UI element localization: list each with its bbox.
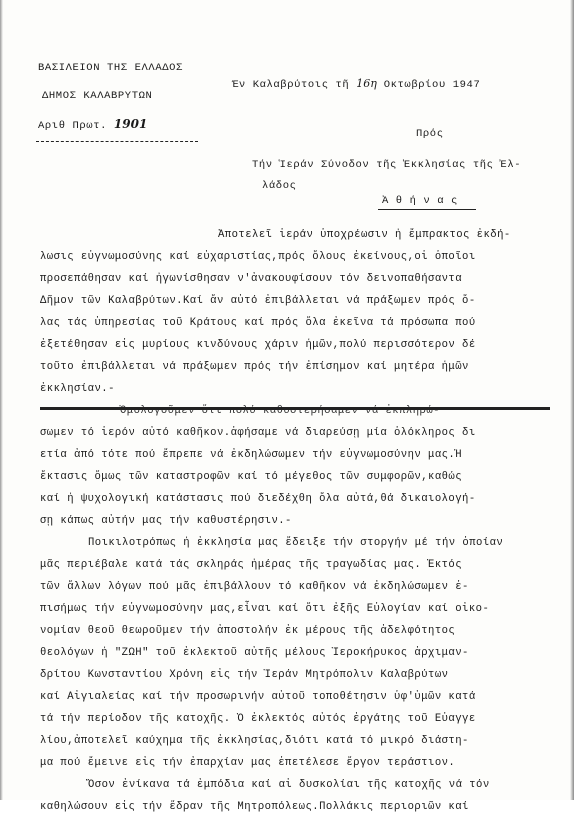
body-line: λας τάς ὑπηρεσίας τοῦ Κράτους καί πρός ὅλα ἐκεῖνα τά πρόσωπα πού bbox=[40, 317, 476, 329]
body-line: ἔκτασις ὅμως τῶν καταστροφῶν καί τό μέγεθος τῶν συμφορῶν,καθώς bbox=[40, 471, 463, 483]
scan-edge-left bbox=[0, 0, 3, 800]
protocol-number: 1901 bbox=[113, 117, 148, 131]
body-line: θεολόγων ἡ "ΖΩΗ" τοῦ ἐκλεκτοῦ αὐτῆς μέλους Ἱεροκήρυκος ἀρχιμαν- bbox=[40, 647, 469, 659]
addressee-line-2: λάδος bbox=[262, 180, 297, 192]
body-line: ἐξετέθησαν εἰς μυρίους κινδύνους χάριν ἡμῶν,πολύ περισσότερον δέ bbox=[40, 339, 476, 351]
body-line: νομίαν θεοῦ θεωροῦμεν τήν ἀποστολήν ἐκ μέρους τῆς ἀδελφότητος bbox=[40, 625, 456, 637]
body-line: καθηλώσουν εἰς τήν ἕδραν τῆς Μητροπόλεως.Πολλάκις περιοριῶν καί bbox=[40, 801, 469, 813]
body-line: λίου,ἀποτελεῖ καύχημα τῆς ἐκκλησίας,διότι κατά τό μικρό διάστη- bbox=[40, 735, 469, 747]
kingdom-heading: ΒΑΣΙΛΕΙΟΝ ΤΗΣ ΕΛΛΑΔΟΣ bbox=[38, 62, 183, 74]
body-line: μᾶς περιέβαλε κατά τάς σκληράς ἡμέρας τῆς τραγωδίας μας. Ἐκτός bbox=[40, 559, 463, 571]
addressee-line-1: Τήν Ἱεράν Σύνοδον τῆς Ἐκκλησίας τῆς Ἐλ- bbox=[252, 159, 522, 171]
date-prefix: Έν Καλαβρύτοις τῆ bbox=[232, 79, 350, 91]
date-suffix: Οκτωβρίου 1947 bbox=[383, 79, 481, 91]
municipality-heading: ΔΗΜΟΣ ΚΑΛΑΒΡΥΤΩΝ bbox=[42, 90, 153, 102]
body-line: ἐκκλησίαν.- bbox=[40, 383, 115, 395]
body-line: δρίτου Κωνσταντίου Χρόνη εἰς τήν Ἱεράν Μητρόπολιν Καλαβρύτων bbox=[40, 669, 449, 681]
body-line: Ἀποτελεῖ ἱεράν ὑποχρέωσιν ἡ ἔμπρακτος ἐκδή- bbox=[218, 229, 511, 241]
scan-edge-right bbox=[570, 0, 574, 800]
body-line: καί ἡ ψυχολογική κατάστασις πού διεδέχθη ὅλα αὐτά,θά δικαιολογή- bbox=[40, 493, 476, 505]
body-line: τοῦτο ἐπιβάλλεται νά πράξωμεν πρός τήν ἐπίσημον καί μητέρα ἡμῶν bbox=[40, 361, 469, 373]
body-line: τά τήν περίοδον τῆς κατοχῆς. Ὁ ἐκλεκτός αὐτός ἐργάτης τοῦ Εὐαγγε bbox=[40, 713, 476, 725]
body-line: σωμεν τό ἱερόν αὐτό καθῆκον.ἀφήσαμε νά διαρεύσῃ μία ὁλόκληρος δι bbox=[40, 427, 476, 439]
date-line bbox=[232, 77, 480, 91]
city-underline bbox=[378, 209, 476, 210]
body-line: σῃ κάπως αὐτήν μας τήν καθυστέρησιν.- bbox=[40, 515, 292, 527]
body-line: προσεπάθησαν καί ἠγωνίσθησαν ν'ἀνακουφίσουν τόν δεινοπαθήσαντα bbox=[40, 273, 463, 285]
protocol-line bbox=[38, 117, 147, 132]
letter-body bbox=[40, 224, 550, 818]
body-line: τῶν ἄλλων λόγων πού μᾶς ἐπιβάλλουν τό καθῆκον νά ἐκδηλώσωμεν ἐ- bbox=[40, 581, 469, 593]
addressee-pros: Πρός bbox=[416, 128, 444, 140]
body-line: Δῆμον τῶν Καλαβρύτων.Καί ἄν αὐτό ἐπιβάλλεται νά πράξωμεν πρός ὅ- bbox=[40, 295, 476, 307]
struck-text: Ὁμολογοῦμεν ὅτι πολύ καθυστερήσαμεν νά ἐκπληρώ- bbox=[120, 405, 440, 417]
body-line: πισήμως τήν εὐγνωμοσύνην μας,εἶναι καί ὅτι ἐξῆς Εὐλογίαν καί οἰκο- bbox=[40, 603, 490, 615]
body-line: μα πού ἔμεινε εἰς τήν ἐπαρχίαν μας ἐπετέλεσε ἔργον τεράστιον. bbox=[40, 757, 456, 769]
strikethrough-bar bbox=[40, 407, 550, 410]
body-line: καί Αἰγιαλείας καί τήν προσωρινήν αὐτοῦ τοποθέτησιν ὑφ'ὑμῶν κατά bbox=[40, 691, 476, 703]
header-rule bbox=[36, 141, 198, 142]
body-line: Ποικιλοτρόπως ἡ ἐκκλησία μας ἔδειξε τήν στοργήν μέ τήν ὁποίαν bbox=[88, 537, 504, 549]
protocol-label: Αριθ Πρωτ. bbox=[38, 120, 108, 132]
body-line: λωσις εὐγνωμοσύνης καί εὐχαριστίας,πρός ὅλους ἐκείνους,οἱ ὁποῖοι bbox=[40, 251, 476, 263]
body-line: Ὅσον ἐνίκανα τά ἐμπόδια καί αἱ δυσκολίαι τῆς κατοχῆς νά τόν bbox=[88, 779, 490, 791]
struck-body-line bbox=[40, 400, 550, 422]
body-line: ετία ἀπό τότε πού ἔπρεπε νά ἐκδηλώσωμεν τήν εὐγνωμοσύνην μας.Ἡ bbox=[40, 449, 463, 461]
date-day: 16η bbox=[356, 77, 377, 90]
addressee-city: Ἀ θ ή ν α ς bbox=[382, 195, 458, 207]
